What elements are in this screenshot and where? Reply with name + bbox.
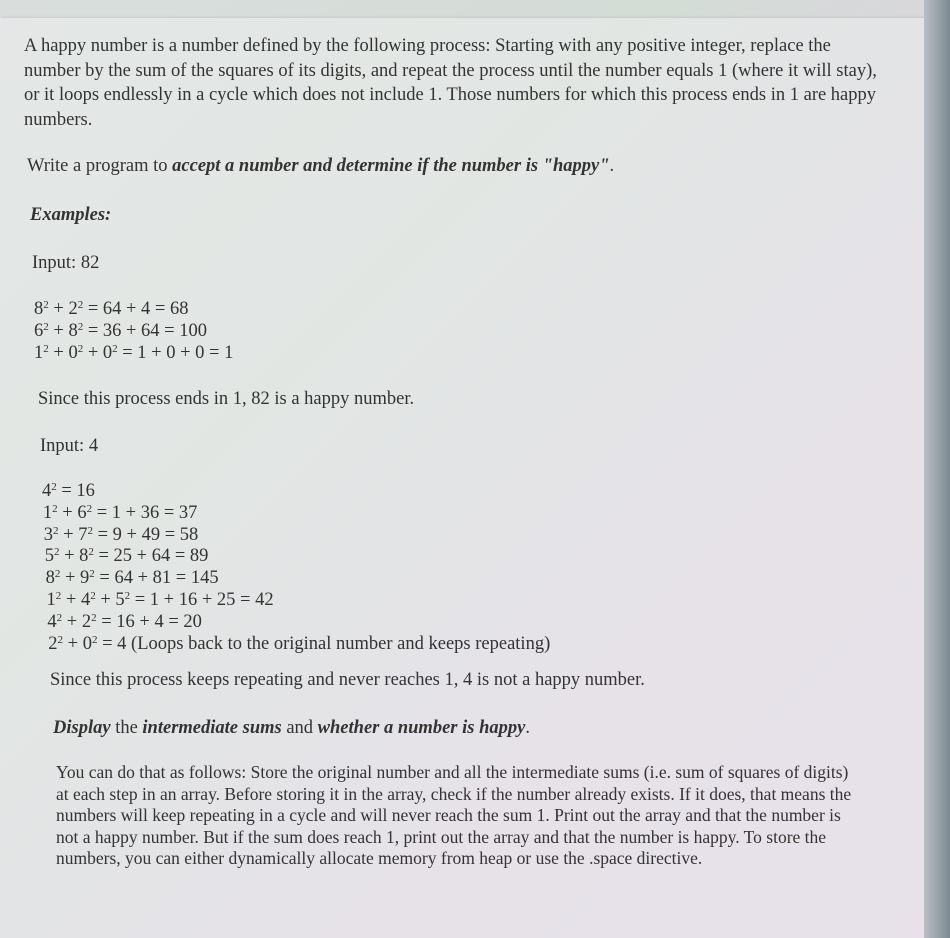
step-text: = 36 + 64 = 100 bbox=[83, 321, 207, 341]
step-exponent: 2 bbox=[53, 546, 60, 559]
step-text: + bbox=[60, 568, 81, 589]
task-text: Write a program to bbox=[27, 156, 173, 176]
display-text-2: and bbox=[281, 718, 318, 738]
step-text: + bbox=[48, 343, 69, 363]
step-base: 0 bbox=[82, 633, 92, 654]
display-instruction bbox=[53, 716, 530, 740]
example2-step bbox=[45, 544, 209, 568]
step-exponent: 2 bbox=[88, 546, 94, 559]
task-emphasis: accept a number and determine if the number is "happy" bbox=[172, 156, 610, 176]
step-exponent: 2 bbox=[54, 568, 61, 581]
step-exponent: 2 bbox=[91, 633, 98, 646]
step-text: + bbox=[83, 343, 103, 363]
step-base: 8 bbox=[79, 546, 89, 567]
step-text: + bbox=[57, 502, 78, 523]
example2-step bbox=[42, 479, 95, 503]
display-happy: whether a number is happy bbox=[317, 718, 526, 738]
example1-input: Input: 82 bbox=[32, 253, 100, 273]
step-base: 3 bbox=[43, 524, 54, 545]
step-text: + bbox=[62, 611, 82, 632]
step-text: = 64 + 4 = 68 bbox=[83, 299, 189, 319]
step-exponent: 2 bbox=[43, 299, 49, 311]
step-base: 1 bbox=[42, 502, 53, 523]
step-exponent: 2 bbox=[55, 590, 62, 602]
step-base: 0 bbox=[102, 343, 113, 363]
example2-step bbox=[47, 610, 202, 634]
step-exponent: 2 bbox=[124, 590, 131, 602]
step-text: + bbox=[59, 546, 80, 567]
step-base: 1 bbox=[46, 590, 56, 610]
step-text: = 25 + 64 = 89 bbox=[93, 546, 209, 567]
step-text: + bbox=[48, 299, 69, 319]
example2-conclusion: Since this process keeps repeating and never reaches 1, 4 is not a happy number. bbox=[50, 670, 645, 690]
screen-edge bbox=[924, 0, 950, 938]
step-exponent: 2 bbox=[43, 321, 49, 333]
step-text: + bbox=[95, 590, 116, 610]
step-exponent: 2 bbox=[77, 321, 84, 333]
step-exponent: 2 bbox=[91, 611, 97, 624]
step-text: = 1 + 36 = 37 bbox=[92, 502, 198, 523]
instructions-paragraph: You can do that as follows: Store the original number and all the intermediate sums (i.e. sum of squares of digits) at each step in an array. Before storing it in the array, check if the number already exists. If it does, that means the numbers will keep repeating in a cycle and will never reach the sum 1. Print out the array and that the number is not a happy number. But if the sum does reach 1, print out the array and that the number is happy. To store the numbers, you can either dynamically allocate memory from heap or use the .space directive. bbox=[56, 762, 852, 868]
step-exponent: 2 bbox=[90, 590, 96, 602]
example1-step bbox=[34, 297, 189, 321]
step-exponent: 2 bbox=[53, 524, 59, 537]
step-text: = 16 + 4 = 20 bbox=[96, 611, 202, 632]
example1-step bbox=[34, 341, 233, 365]
step-exponent: 2 bbox=[51, 481, 57, 493]
step-base: 2 bbox=[81, 611, 92, 632]
step-base: 7 bbox=[78, 524, 88, 545]
step-base: 4 bbox=[42, 481, 52, 501]
step-base: 4 bbox=[47, 611, 57, 632]
step-text: = 1 + 0 + 0 = 1 bbox=[117, 343, 234, 363]
step-text: + bbox=[58, 524, 79, 545]
step-exponent: 2 bbox=[89, 568, 95, 581]
step-base: 5 bbox=[44, 546, 54, 567]
step-base: 6 bbox=[77, 502, 87, 523]
task-end: . bbox=[609, 156, 615, 176]
step-exponent: 2 bbox=[56, 611, 63, 624]
example2-step bbox=[43, 501, 198, 525]
step-text: = 1 + 16 + 25 = 42 bbox=[130, 590, 274, 610]
step-exponent: 2 bbox=[57, 633, 64, 646]
example2-step bbox=[47, 588, 274, 612]
step-base: 8 bbox=[45, 568, 55, 589]
display-text-3: . bbox=[525, 718, 530, 738]
step-base: 1 bbox=[34, 343, 44, 363]
step-exponent: 2 bbox=[43, 343, 49, 355]
display-text-1: the bbox=[110, 718, 143, 738]
step-base: 6 bbox=[34, 321, 44, 341]
step-base: 4 bbox=[80, 590, 91, 610]
example2-step bbox=[44, 523, 199, 547]
example2-step bbox=[46, 566, 219, 590]
example2-step bbox=[48, 632, 550, 656]
step-base: 8 bbox=[68, 321, 78, 341]
step-base: 8 bbox=[34, 299, 44, 319]
step-exponent: 2 bbox=[86, 502, 93, 515]
example2-input: Input: 4 bbox=[40, 436, 99, 456]
step-exponent: 2 bbox=[112, 343, 118, 355]
step-base: 0 bbox=[68, 343, 78, 363]
step-text: = 64 + 81 = 145 bbox=[94, 568, 219, 589]
display-sums: intermediate sums bbox=[142, 718, 282, 738]
step-exponent: 2 bbox=[77, 299, 84, 311]
step-base: 5 bbox=[115, 590, 125, 610]
step-exponent: 2 bbox=[77, 343, 84, 355]
step-base: 9 bbox=[80, 568, 90, 589]
step-exponent: 2 bbox=[87, 524, 93, 537]
intro-paragraph: A happy number is a number defined by the following process: Starting with any positive integer, replace the number by the sum of the squares of its digits, and repeat the process until the number equals 1 (where it will stay), or it loops endlessly in a cycle which does not include 1. Those numbers for which this process ends in 1 are happy numbers. bbox=[24, 36, 877, 130]
step-base: 2 bbox=[68, 299, 78, 319]
step-text: = 16 bbox=[56, 481, 95, 501]
step-text: = 4 (Loops back to the original number and keeps repeating) bbox=[97, 633, 551, 654]
step-text: + bbox=[48, 321, 69, 341]
example1-conclusion: Since this process ends in 1, 82 is a happy number. bbox=[38, 389, 415, 409]
display-word: Display bbox=[53, 718, 111, 738]
step-base: 2 bbox=[48, 633, 58, 654]
example1-step bbox=[34, 319, 207, 343]
step-exponent: 2 bbox=[52, 502, 58, 515]
step-text: + bbox=[61, 590, 81, 610]
task-statement bbox=[27, 154, 614, 178]
examples-heading: Examples: bbox=[30, 205, 112, 225]
step-text: = 9 + 49 = 58 bbox=[92, 524, 199, 545]
step-text: + bbox=[63, 633, 83, 654]
